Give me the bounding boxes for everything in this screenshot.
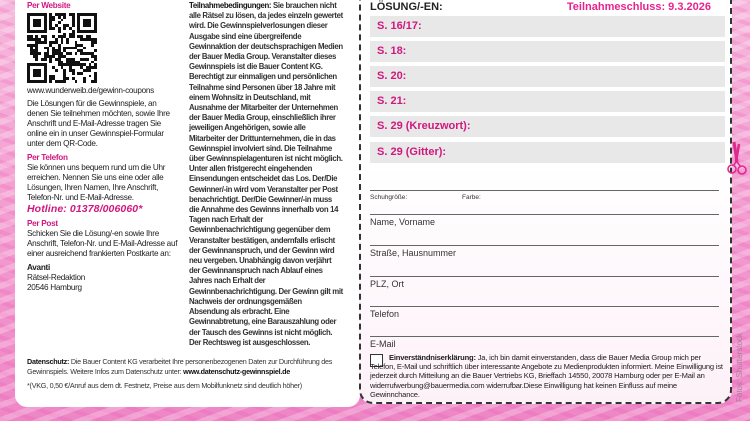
conditions-text: Sie brauchen nicht alle Rätsel zu lösen, da jedes einzeln gewertet wird. Die Gewinnspielverlosungen dieser Ausgabe sind eine übergreifende Gewinnaktion der deutschsprachigen Medien der Bauer Media Group. Veranstalter dieses Gewinnspiels ist die Bauer Content KG. Berechtigt zur einmaligen und persönlichen Teilnahme sind Personen über 18 Jahre mit einem Wohnsitz in Deutschland, mit Ausnahme der Mitarbeiter der Unternehmen der Bauer Media Group, einschließlich ihrer jeweiligen Angehörigen, sowie alle Mitarbeiter der Drittunternehmen, die in das Gewinnspiel involviert sind. Die Teilnahme über Gewinnspielagenturen ist nicht möglich. Unter allen fristgerecht eingehenden Einsendungen entscheidet das Los. Der/Die Gewinner/-in wird vom Veranstalter per Post benachrichtigt. Der/Die Gewinner/-in muss die Annahme des Gewinns innerhalb von 14 Tagen nach Erhalt der Gewinnbenachrichtigung gegenüber dem Veranstalter bestätigen, andernfalls erlischt der Gewinnanspruch, und der Gewinn wird neu vergeben. Unabhängig davon verjährt der Gewinnanspruch nach Ablauf eines Jahres nach Erhalt der Gewinnbenachrichtigung. Der Gewinn gilt mit Nachweis der ordnungsgemäßen Absendung als erbracht. Eine Gewinnabtretung, eine Barauszahlung oder der Tausch des Gewinns ist nicht möglich. Der Rechtsweg ist ausgeschlossen. (189, 1, 343, 347)
phone-heading: Per Telefon (27, 153, 68, 162)
deadline: Teilnahmeschluss: 9.3.2026 (566, 1, 711, 13)
zip-city-line[interactable] (370, 276, 719, 277)
answer-field[interactable] (370, 142, 725, 163)
coupon-header (370, 1, 725, 14)
address-name: Avanti (27, 263, 50, 272)
answer-label: S. 20: (377, 70, 407, 82)
answer-field[interactable] (370, 16, 725, 37)
phone-label: Telefon (370, 309, 400, 319)
street-line[interactable] (370, 245, 719, 246)
answer-label: S. 29 (Kreuzwort): (377, 120, 471, 132)
consent-text: Ja, ich bin damit einverstanden, dass die Bauer Media Group mich per Telefon, E-Mail und schriftlich über interessante Angebote zu Medienprodukten informiert. Meine Einwilligung ist jederzeit durch Mitteilung an die Bauer Vertriebs KG, Brieffach 14550, 20078 Hamburg oder per E-Mail an widerrufwerbung@bauermedia.com widerrufbar.Diese Einwilligung hat keinen Einfluss auf meine Gewinnchance. (370, 353, 723, 399)
shoe-color-line[interactable] (370, 190, 719, 191)
phone-line[interactable] (370, 306, 719, 307)
website-heading: Per Website (27, 1, 71, 10)
participation-conditions (189, 1, 343, 348)
consent-label: Einverständniserklärung: (389, 353, 476, 362)
post-text: Schicken Sie die Lösung/-en sowie Ihre Anschrift, Telefon-Nr. und E-Mail-Adresse auf einer ausreichend frankierten Postkarte an: (27, 229, 178, 258)
answer-label: S. 18: (377, 45, 407, 57)
website-text: Die Lösungen für die Gewinnspiele, an denen Sie teilnehmen möchten, sowie Ihre Anschrift und E-Mail-Adresse tragen Sie online ein in unser Gewinnspiel-Formular unter dem QR-Code. (27, 99, 170, 148)
hotline-number: Hotline: 01378/006060* (27, 203, 143, 215)
conditions-label: Teilnahmebedingungen: (189, 1, 272, 10)
answer-label: S. 21: (377, 95, 407, 107)
qr-code-icon[interactable] (27, 13, 97, 83)
privacy-url[interactable]: www.datenschutz-gewinnspiel.de (183, 366, 290, 376)
zip-city-label: PLZ, Ort (370, 279, 405, 289)
street-label: Straße, Hausnummer (370, 248, 457, 258)
post-heading: Per Post (27, 219, 58, 228)
shoe-size-label: Schuhgröße: (370, 194, 408, 201)
answer-label: S. 29 (Gitter): (377, 146, 447, 158)
answer-field[interactable] (370, 116, 725, 137)
email-label: E-Mail (370, 339, 396, 349)
phone-text: Sie können uns bequem rund um die Uhr erreichen. Nennen Sie uns eine oder alle Lösungen, Ihren Namen, Ihre Anschrift, Telefon-Nr. und E-Mail-Adresse. (27, 163, 166, 202)
address-line2: 20546 Hamburg (27, 283, 82, 292)
answer-field[interactable] (370, 91, 725, 112)
consent-statement (370, 353, 725, 399)
privacy-text: Die Bauer Content KG verarbeitet Ihre personenbezogenen Daten zur Durchführung des Gewinnspiels. Weitere Infos zum Datenschutz unter: (27, 357, 333, 376)
solutions-label: LÖSUNG/-EN: (370, 1, 443, 13)
price-note: *(VKG, 0,50 €/Anruf aus dem dt. Festnetz, Preise aus dem Mobilfunknetz sind deutlich höher) (27, 381, 302, 391)
name-line[interactable] (370, 214, 719, 215)
footer (27, 357, 355, 391)
privacy-label: Datenschutz: (27, 357, 70, 366)
scissors-icon (726, 140, 748, 180)
address-line1: Rätsel-Redaktion (27, 273, 86, 282)
photo-credit: Fotos: Shutterstock (735, 333, 744, 402)
name-label: Name, Vorname (370, 217, 436, 227)
color-label: Farbe: (462, 194, 481, 201)
email-line[interactable] (370, 336, 719, 337)
answer-field[interactable] (370, 66, 725, 87)
participation-methods (27, 1, 179, 293)
answer-label: S. 16/17: (377, 20, 422, 32)
answer-field[interactable] (370, 41, 725, 62)
website-url[interactable]: www.wunderweib.de/gewinn-coupons (27, 86, 154, 95)
